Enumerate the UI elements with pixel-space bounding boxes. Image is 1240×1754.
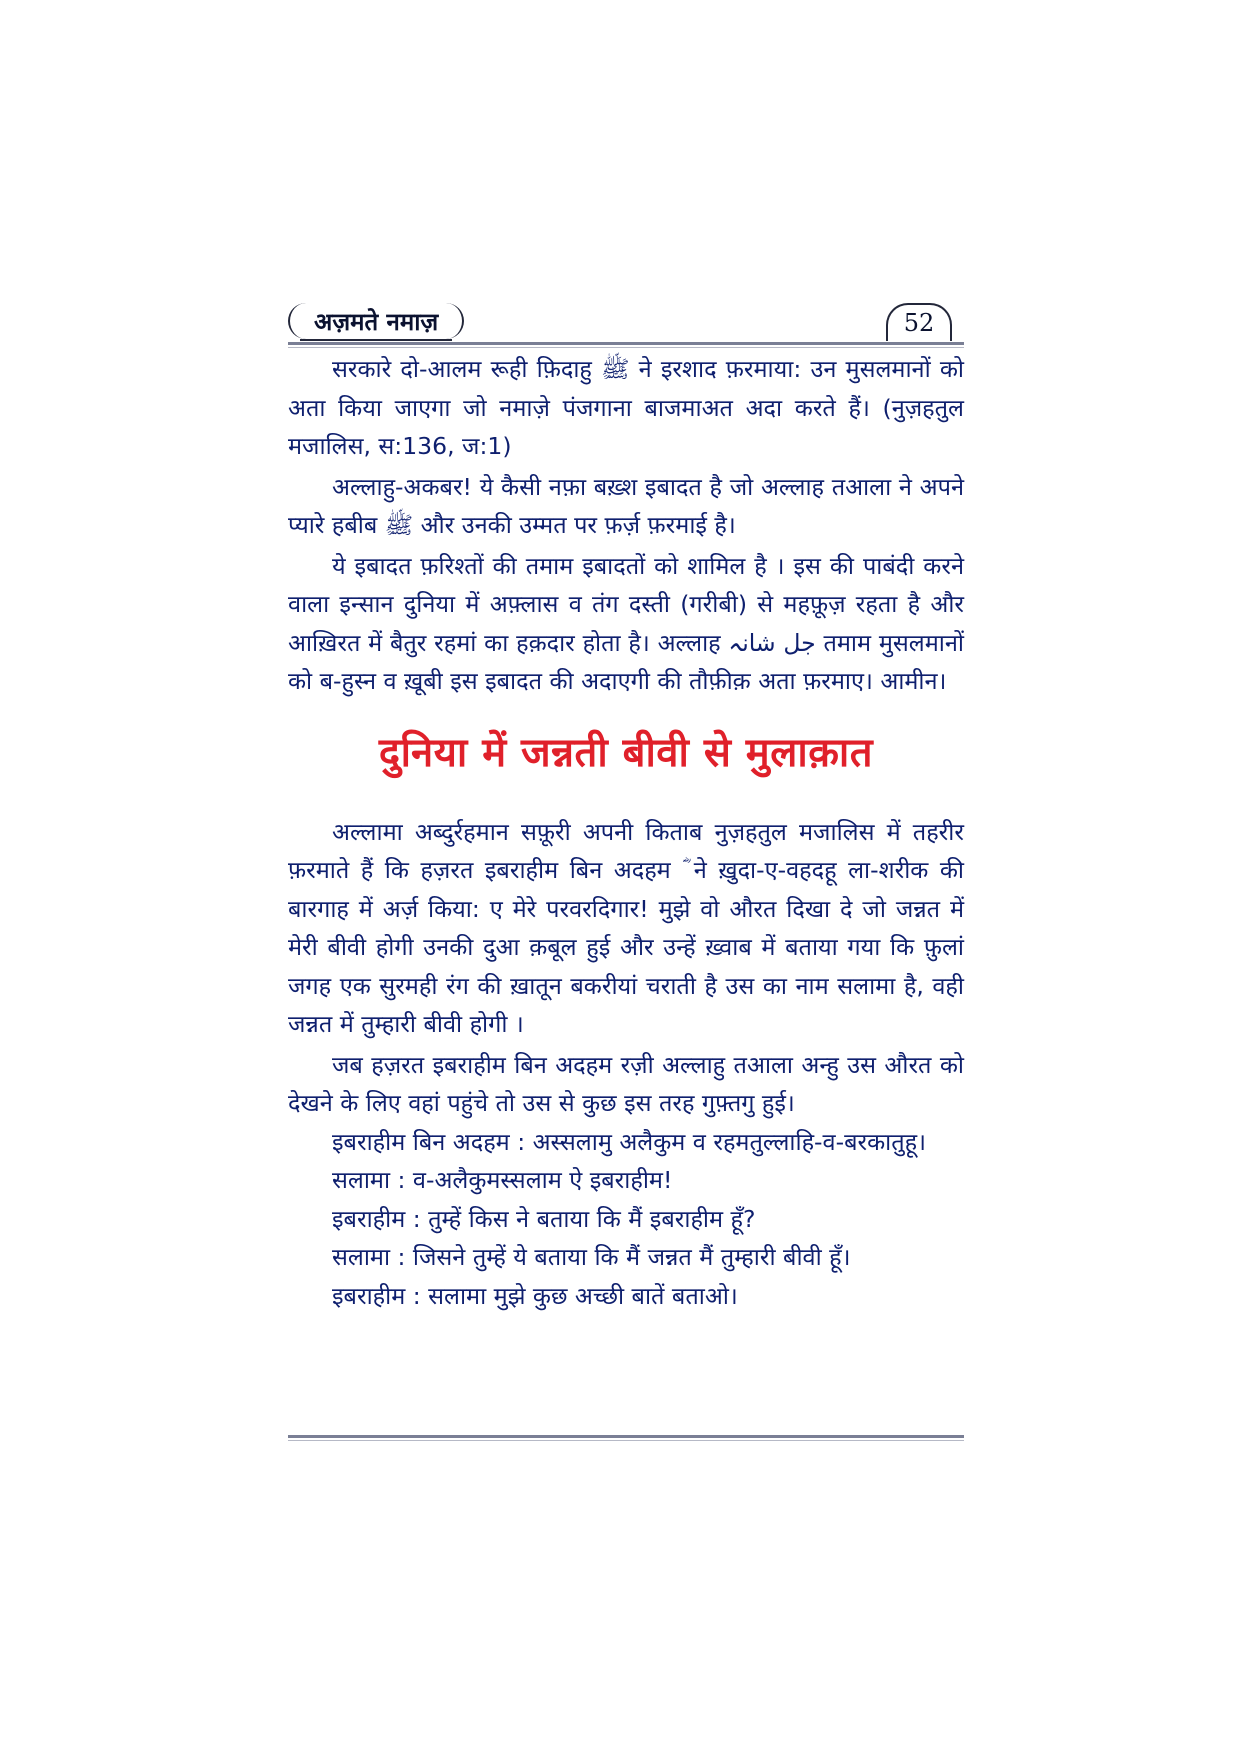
dialogue-line: सलामा : जिसने तुम्हें ये बताया कि मैं जन्नत मैं तुम्हारी बीवी हूँ। bbox=[332, 1243, 851, 1271]
book-title-frame bbox=[288, 303, 464, 339]
book-title: अज़मते नमाज़ bbox=[314, 307, 439, 336]
page-header bbox=[288, 303, 964, 345]
page-number-frame bbox=[886, 303, 952, 341]
footer-divider bbox=[288, 1435, 964, 1438]
dialogue-line: इबराहीम : सलामा मुझे कुछ अच्छी बातें बताओ। bbox=[332, 1281, 738, 1310]
dialogue-line: इबराहीम : तुम्हें किस ने बताया कि मैं इबराहीम हूँ? bbox=[332, 1204, 756, 1233]
paragraph: अल्लामा अब्दुर्रहमान सफ़ूरी अपनी किताब नुज़हतुल मजालिस में तहरीर फ़रमाते हैं कि हज़रत इबराहीम बिन अदहम ؓ ने ख़ुदा-ए-वहदहू ला-शरीक की बारगाह में अर्ज़ किया: ए मेरे परवरदिगार! मुझे वो औरत दिखा दे जो जन्नत में मेरी बीवी होगी उनकी दुआ क़बूल हुई और उन्हें ख़्वाब में बताया गया कि फ़ुलां जगह एक सुरमही रंग की ख़ातून बकरीयां चराती है उस का नाम सलामा है, वही जन्नत में तुम्हारी बीवी होगी । bbox=[288, 817, 964, 1038]
paragraph: सरकारे दो-आलम रूही फ़िदाहु ﷺ ने इरशाद फ़रमाया: उन मुसलमानों को अता किया जाएगा जो नमाज़े पंजगाना बाजमाअत अदा करते हैं। (नुज़हतुल मजालिस, स:136, ज:1) bbox=[288, 355, 964, 460]
page-number: 52 bbox=[903, 309, 935, 337]
page-body bbox=[288, 350, 964, 1315]
header-divider-thin bbox=[288, 347, 964, 348]
paragraph: अल्लाहु-अकबर! ये कैसी नफ़ा बख़्श इबादत है जो अल्लाह तआला ने अपने प्यारे हबीब ﷺ और उनकी उम्मत पर फ़र्ज़ फ़रमाई है। bbox=[288, 472, 964, 539]
header-divider bbox=[288, 342, 964, 345]
section-heading: दुनिया में जन्नती बीवी से मुलाक़ात bbox=[378, 729, 874, 776]
paragraph: जब हज़रत इबराहीम बिन अदहम रज़ी अल्लाहु तआला अन्हु उस औरत को देखने के लिए वहां पहुंचे तो उस से कुछ इस तरह गुफ़्तगु हुई। bbox=[288, 1050, 964, 1117]
paragraph: इबराहीम बिन अदहम : अस्सलामु अलैकुम व रहमतुल्लाहि-व-बरकातुहू। bbox=[332, 1127, 927, 1156]
footer-divider-thin bbox=[288, 1440, 964, 1441]
paragraph: ये इबादत फ़रिश्तों की तमाम इबादतों को शामिल है । इस की पाबंदी करने वाला इन्सान दुनिया में अफ़्लास व तंग दस्ती (गरीबी) से महफ़ूज़ रहता है और आख़िरत में बैतुर रहमां का हक़दार होता है। अल्लाह جل شانہ तमाम मुसलमानों को ब-हुस्न व ख़ूबी इस इबादत की अदाएगी की तौफ़ीक़ अता फ़रमाए। आमीन। bbox=[288, 551, 964, 695]
dialogue-line: सलामा : व-अलैकुमस्सलाम ऐ इबराहीम! bbox=[332, 1166, 673, 1194]
